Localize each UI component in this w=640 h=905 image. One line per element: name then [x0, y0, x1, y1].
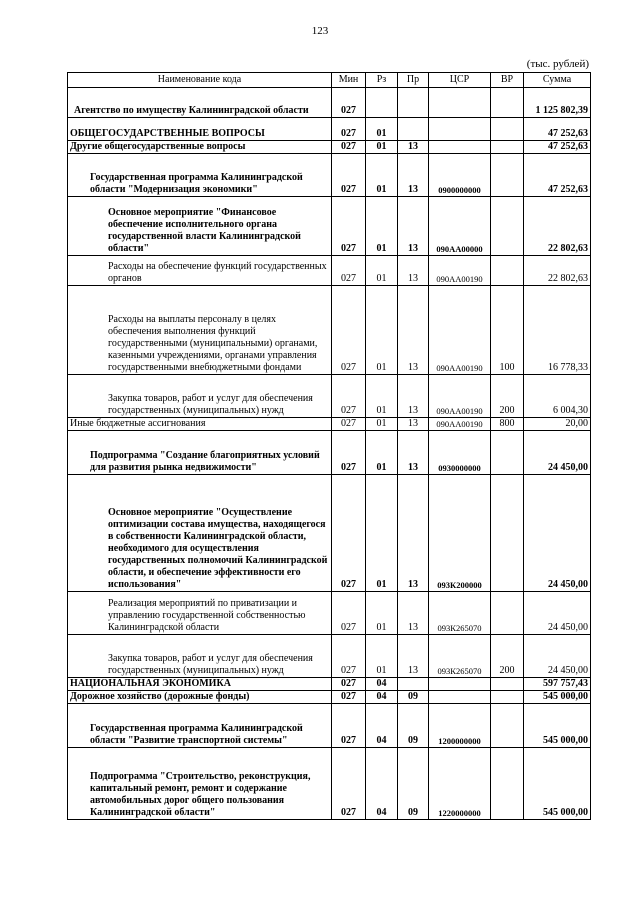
cell-rz: 04 — [366, 748, 398, 820]
cell-rz: 04 — [366, 678, 398, 691]
cell-name: Дорожное хозяйство (дорожные фонды) — [68, 691, 332, 704]
cell-min: 027 — [332, 748, 366, 820]
cell-csr: 090АА00190 — [429, 375, 491, 418]
cell-pr: 13 — [398, 154, 429, 197]
cell-csr: 0930000000 — [429, 431, 491, 475]
cell-name: Основное мероприятие "Осуществление оптимизации состава имущества, находящегося в собственности Калининградской области, необходимого для осуществления государственных полномочий Калининградской области, и обеспечение эффективности его использования" — [68, 475, 332, 592]
cell-name: Другие общегосударственные вопросы — [68, 141, 332, 154]
header-pr: Пр — [398, 73, 429, 88]
cell-min: 027 — [332, 635, 366, 678]
cell-sum: 24 450,00 — [524, 431, 591, 475]
header-csr: ЦСР — [429, 73, 491, 88]
cell-sum: 545 000,00 — [524, 748, 591, 820]
cell-name: Иные бюджетные ассигнования — [68, 418, 332, 431]
header-vr: ВР — [491, 73, 524, 88]
cell-sum: 6 004,30 — [524, 375, 591, 418]
cell-min: 027 — [332, 418, 366, 431]
cell-sum: 22 802,63 — [524, 197, 591, 256]
cell-rz: 01 — [366, 592, 398, 635]
cell-vr — [491, 704, 524, 748]
cell-csr — [429, 678, 491, 691]
cell-min: 027 — [332, 678, 366, 691]
header-sum: Сумма — [524, 73, 591, 88]
cell-vr — [491, 592, 524, 635]
table-header-row — [68, 73, 591, 88]
cell-rz: 04 — [366, 704, 398, 748]
cell-vr — [491, 88, 524, 118]
cell-csr: 1220000000 — [429, 748, 491, 820]
table-row — [68, 197, 591, 256]
cell-pr: 13 — [398, 431, 429, 475]
cell-name: Подпрограмма "Создание благоприятных условий для развития рынка недвижимости" — [68, 431, 332, 475]
cell-csr: 1200000000 — [429, 704, 491, 748]
cell-vr — [491, 678, 524, 691]
budget-table — [67, 72, 591, 820]
header-rz: Рз — [366, 73, 398, 88]
table-row — [68, 704, 591, 748]
header-name: Наименование кода — [68, 73, 332, 88]
cell-name: Расходы на выплаты персоналу в целях обеспечения выполнения функций государственными (муниципальными) органами, казенными учреждениями, органами управления государственными внебюджетными фондами — [68, 286, 332, 375]
cell-csr: 090АА00000 — [429, 197, 491, 256]
cell-pr: 13 — [398, 141, 429, 154]
cell-pr — [398, 678, 429, 691]
cell-name: Реализация мероприятий по приватизации и управлению государственной собственностью Калининградской области — [68, 592, 332, 635]
cell-csr: 093К265070 — [429, 635, 491, 678]
cell-vr: 100 — [491, 286, 524, 375]
cell-name: Расходы на обеспечение функций государственных органов — [68, 256, 332, 286]
cell-vr — [491, 154, 524, 197]
cell-name: Агентство по имуществу Калининградской области — [68, 88, 332, 118]
cell-vr — [491, 256, 524, 286]
cell-csr: 0900000000 — [429, 154, 491, 197]
cell-rz: 01 — [366, 118, 398, 141]
cell-sum: 22 802,63 — [524, 256, 591, 286]
cell-csr: 090АА00190 — [429, 418, 491, 431]
cell-min: 027 — [332, 118, 366, 141]
cell-pr: 09 — [398, 748, 429, 820]
cell-rz: 01 — [366, 141, 398, 154]
cell-min: 027 — [332, 141, 366, 154]
table-row — [68, 431, 591, 475]
cell-min: 027 — [332, 154, 366, 197]
cell-min: 027 — [332, 691, 366, 704]
cell-pr: 13 — [398, 197, 429, 256]
cell-name: ОБЩЕГОСУДАРСТВЕННЫЕ ВОПРОСЫ — [68, 118, 332, 141]
cell-sum: 545 000,00 — [524, 691, 591, 704]
cell-pr: 13 — [398, 418, 429, 431]
cell-pr: 09 — [398, 704, 429, 748]
cell-min: 027 — [332, 431, 366, 475]
cell-csr: 090АА00190 — [429, 286, 491, 375]
table-row — [68, 118, 591, 141]
cell-rz — [366, 88, 398, 118]
cell-sum: 597 757,43 — [524, 678, 591, 691]
cell-min: 027 — [332, 88, 366, 118]
table-row — [68, 475, 591, 592]
cell-sum: 47 252,63 — [524, 118, 591, 141]
cell-csr — [429, 141, 491, 154]
cell-csr — [429, 118, 491, 141]
cell-rz: 01 — [366, 475, 398, 592]
cell-pr: 13 — [398, 635, 429, 678]
cell-vr — [491, 197, 524, 256]
page-number: 123 — [311, 25, 329, 37]
table-row — [68, 748, 591, 820]
table-row — [68, 256, 591, 286]
table-row — [68, 592, 591, 635]
cell-sum: 1 125 802,39 — [524, 88, 591, 118]
cell-min: 027 — [332, 592, 366, 635]
table-row — [68, 286, 591, 375]
cell-vr — [491, 118, 524, 141]
cell-min: 027 — [332, 704, 366, 748]
table-row — [68, 635, 591, 678]
cell-csr — [429, 691, 491, 704]
cell-sum: 24 450,00 — [524, 592, 591, 635]
cell-sum: 545 000,00 — [524, 704, 591, 748]
cell-sum: 47 252,63 — [524, 154, 591, 197]
cell-name: Основное мероприятие "Финансовое обеспечение исполнительного органа государственной власти Калининградской области" — [68, 197, 332, 256]
cell-rz: 01 — [366, 635, 398, 678]
cell-name: Государственная программа Калининградской области "Модернизация экономики" — [68, 154, 332, 197]
header-min: Мин — [332, 73, 366, 88]
table-row — [68, 88, 591, 118]
cell-csr — [429, 88, 491, 118]
cell-vr — [491, 431, 524, 475]
cell-min: 027 — [332, 197, 366, 256]
cell-min: 027 — [332, 475, 366, 592]
cell-rz: 01 — [366, 256, 398, 286]
cell-sum: 24 450,00 — [524, 475, 591, 592]
cell-pr: 13 — [398, 592, 429, 635]
cell-name: Государственная программа Калининградской области "Развитие транспортной системы" — [68, 704, 332, 748]
cell-vr: 800 — [491, 418, 524, 431]
cell-min: 027 — [332, 375, 366, 418]
cell-sum: 20,00 — [524, 418, 591, 431]
cell-sum: 16 778,33 — [524, 286, 591, 375]
cell-rz: 01 — [366, 431, 398, 475]
cell-name: Закупка товаров, работ и услуг для обеспечения государственных (муниципальных) нужд — [68, 375, 332, 418]
cell-pr — [398, 118, 429, 141]
cell-min: 027 — [332, 256, 366, 286]
table-row — [68, 154, 591, 197]
table-row — [68, 375, 591, 418]
cell-min: 027 — [332, 286, 366, 375]
cell-rz: 01 — [366, 375, 398, 418]
units-label: (тыс. рублей) — [526, 58, 589, 70]
cell-vr: 200 — [491, 635, 524, 678]
cell-rz: 01 — [366, 197, 398, 256]
table-row — [68, 678, 591, 691]
cell-rz: 01 — [366, 286, 398, 375]
cell-csr: 090АА00190 — [429, 256, 491, 286]
cell-sum: 47 252,63 — [524, 141, 591, 154]
cell-vr — [491, 475, 524, 592]
cell-csr: 093К265070 — [429, 592, 491, 635]
cell-rz: 04 — [366, 691, 398, 704]
cell-name: НАЦИОНАЛЬНАЯ ЭКОНОМИКА — [68, 678, 332, 691]
cell-pr: 13 — [398, 375, 429, 418]
cell-csr: 093К200000 — [429, 475, 491, 592]
cell-pr: 13 — [398, 256, 429, 286]
cell-vr — [491, 748, 524, 820]
cell-sum: 24 450,00 — [524, 635, 591, 678]
cell-rz: 01 — [366, 418, 398, 431]
table-row — [68, 418, 591, 431]
table-row — [68, 141, 591, 154]
cell-pr: 13 — [398, 475, 429, 592]
cell-rz: 01 — [366, 154, 398, 197]
table-row — [68, 691, 591, 704]
cell-name: Закупка товаров, работ и услуг для обеспечения государственных (муниципальных) нужд — [68, 635, 332, 678]
cell-pr: 09 — [398, 691, 429, 704]
cell-pr — [398, 88, 429, 118]
cell-vr — [491, 691, 524, 704]
cell-vr: 200 — [491, 375, 524, 418]
cell-pr: 13 — [398, 286, 429, 375]
cell-name: Подпрограмма "Строительство, реконструкция, капитальный ремонт, ремонт и содержание автомобильных дорог общего пользования Калининградской области" — [68, 748, 332, 820]
cell-vr — [491, 141, 524, 154]
